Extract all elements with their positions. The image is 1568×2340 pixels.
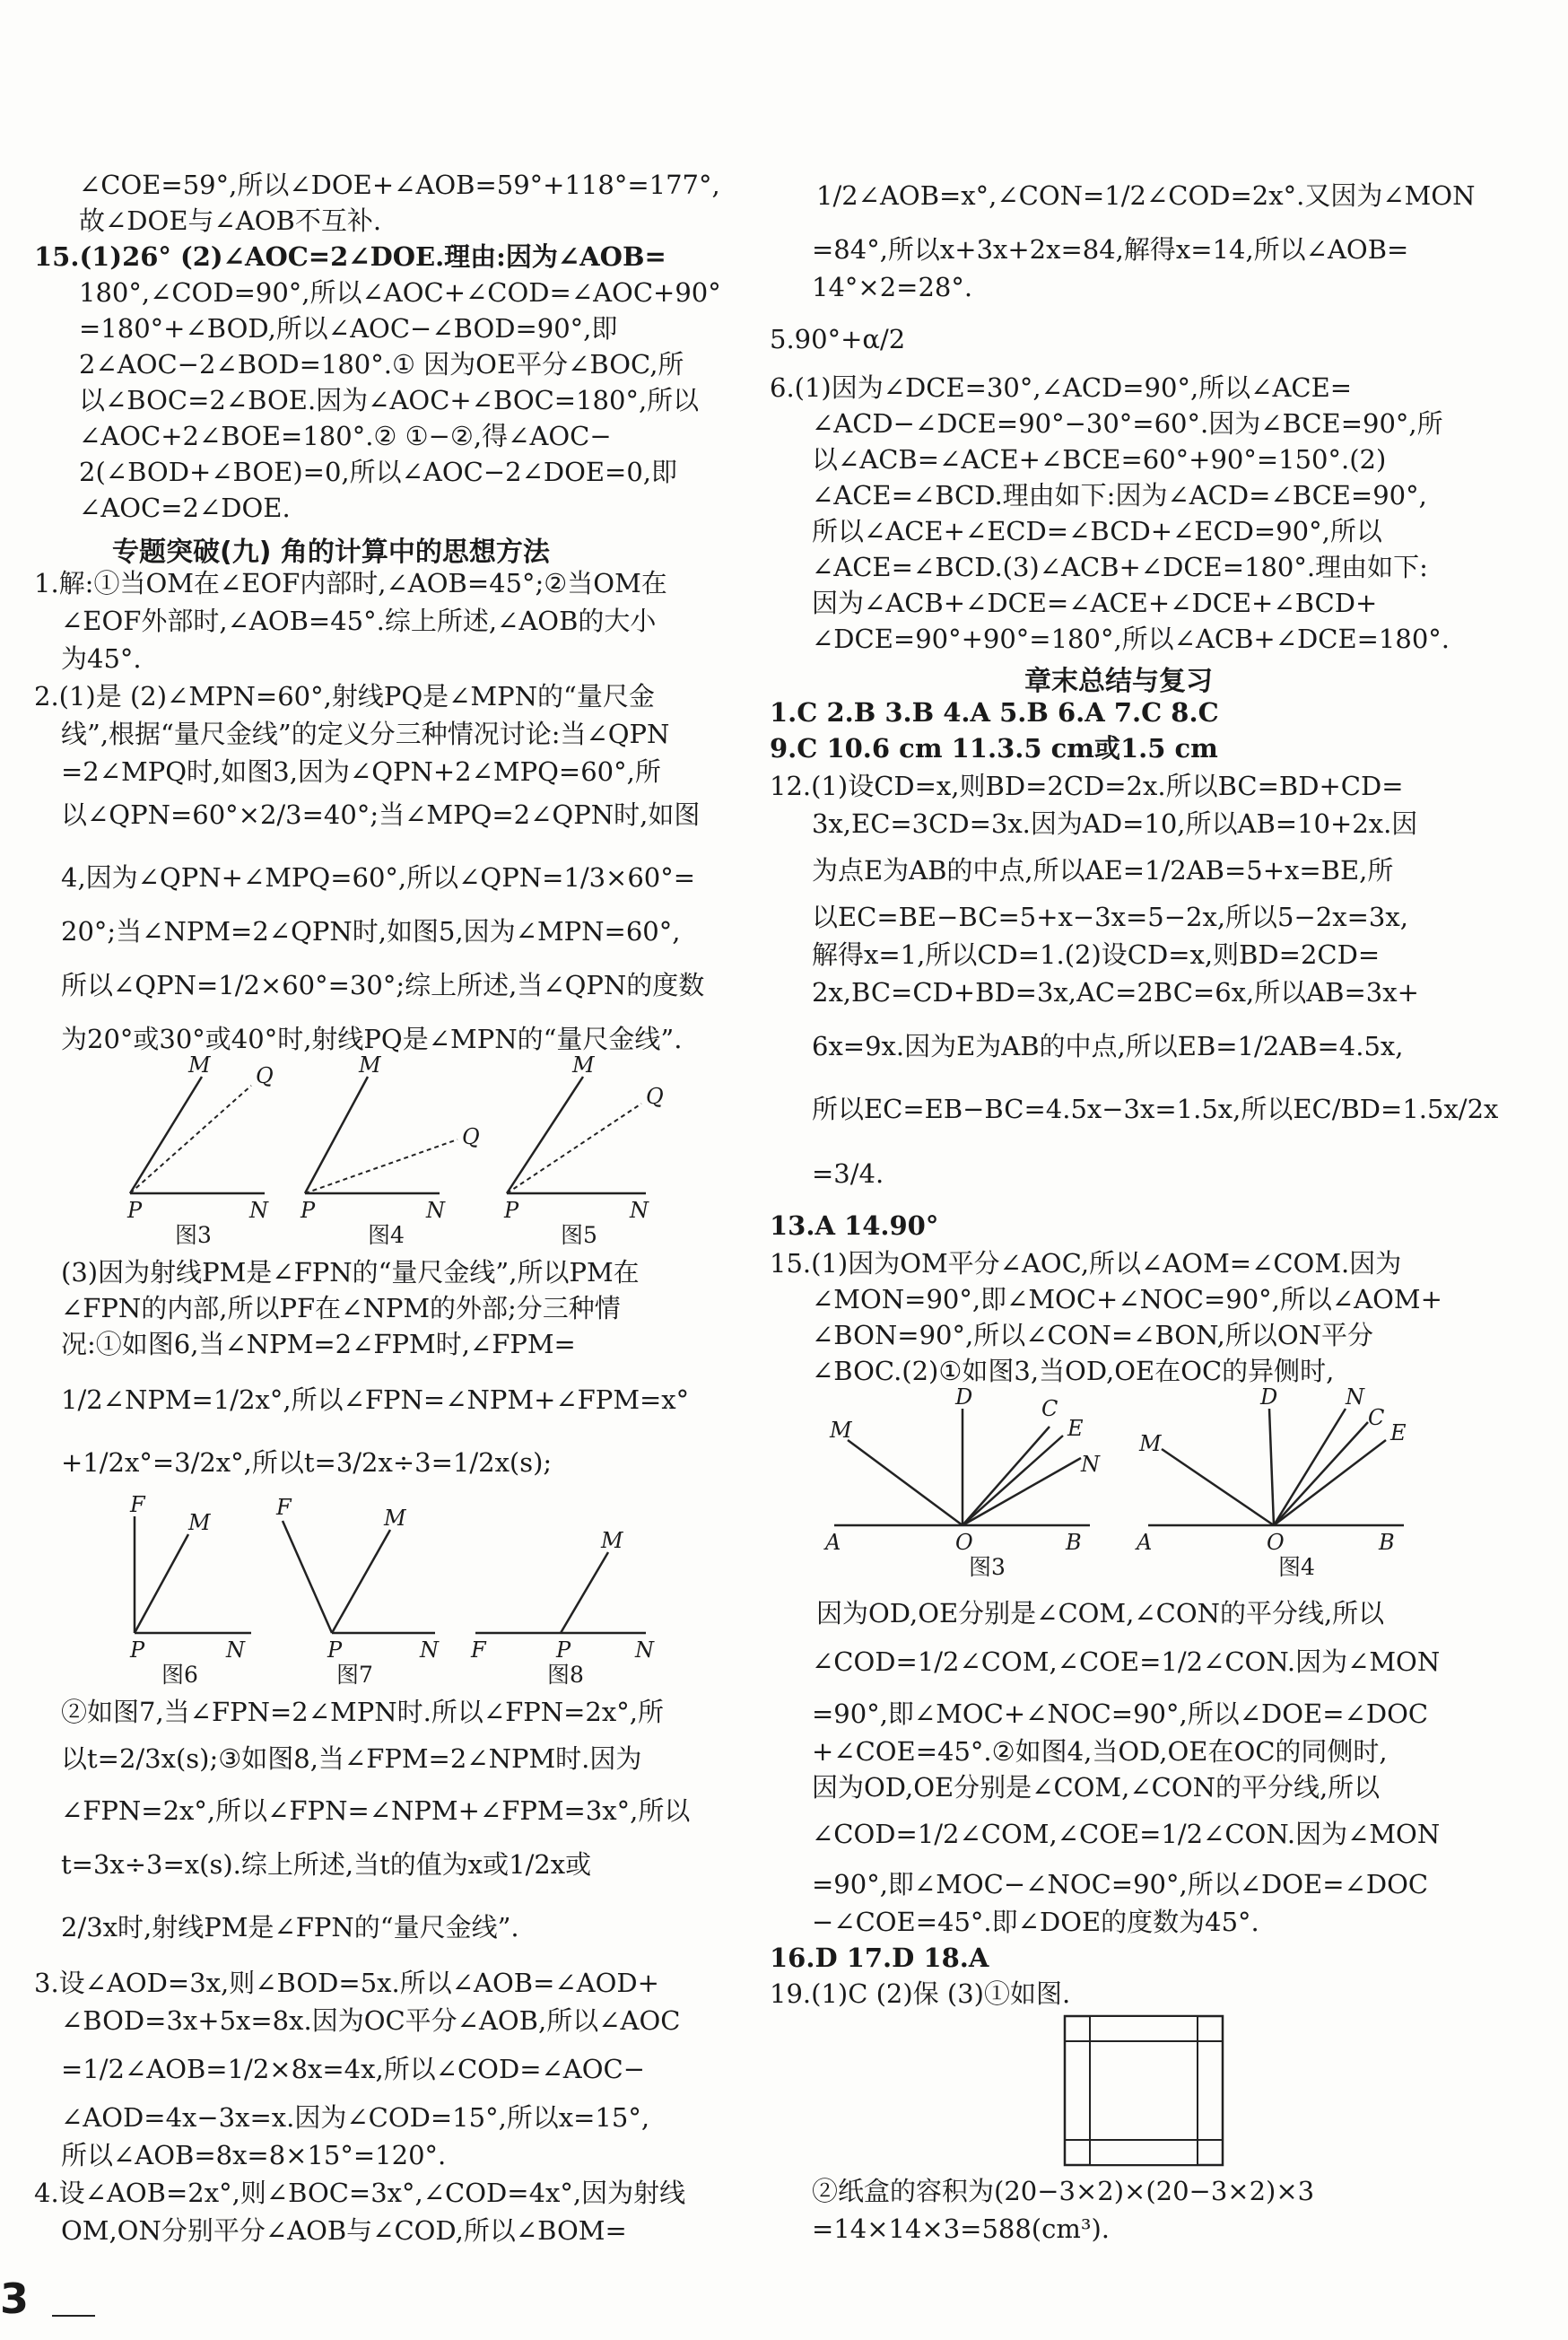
text-line: ∠FPN的内部,所以PF在∠NPM的外部;分三种情 bbox=[61, 1293, 621, 1323]
svg-text:M: M bbox=[188, 1510, 211, 1535]
svg-text:M: M bbox=[188, 1054, 211, 1078]
page-number-rule bbox=[52, 2315, 95, 2317]
svg-text:M: M bbox=[572, 1054, 595, 1078]
text-line: −∠COE=45°.即∠DOE的度数为45°. bbox=[812, 1907, 1259, 1937]
question-6: 6.(1)因为∠DCE=30°,∠ACD=90°,所以∠ACE= bbox=[770, 372, 1353, 403]
figure-5 bbox=[503, 1054, 664, 1247]
text-line: 20°;当∠NPM=2∠QPN时,如图5,因为∠MPN=60°, bbox=[61, 916, 681, 947]
text-line: =14×14×3=588(cm³). bbox=[812, 2213, 1111, 2244]
text-line: 所以∠AOB=8x=8×15°=120°. bbox=[61, 2140, 447, 2170]
text-line: =2∠MPQ时,如图3,因为∠QPN+2∠MPQ=60°,所 bbox=[61, 756, 661, 787]
text-line: 因为OD,OE分别是∠COM,∠CON的平分线,所以 bbox=[816, 1598, 1385, 1628]
section-heading-topic-9: 专题突破(九) 角的计算中的思想方法 bbox=[112, 537, 550, 568]
text-line: 6x=9x.因为E为AB的中点,所以EB=1/2AB=4.5x, bbox=[812, 1031, 1404, 1061]
text-line: ∠DCE=90°+90°=180°,所以∠ACB+∠DCE=180°. bbox=[812, 624, 1450, 654]
svg-text:P: P bbox=[130, 1637, 145, 1663]
text-line: 1/2∠NPM=1/2x°,所以∠FPN=∠NPM+∠FPM=x° bbox=[61, 1384, 690, 1415]
text-line: 14°×2=28°. bbox=[812, 272, 973, 302]
svg-text:D: D bbox=[1260, 1384, 1278, 1410]
text-line: ∠COE=59°,所以∠DOE+∠AOB=59°+118°=177°, bbox=[79, 170, 720, 200]
text-line: ∠EOF外部时,∠AOB=45°.综上所述,∠AOB的大小 bbox=[61, 606, 657, 636]
text-line: 以∠ACB=∠ACE+∠BCE=60°+90°=150°.(2) bbox=[812, 444, 1387, 475]
text-line: ∠ACE=∠BCD.理由如下:因为∠ACD=∠BCE=90°, bbox=[812, 480, 1427, 511]
text-line: 1/2∠AOB=x°,∠CON=1/2∠COD=2x°.又因为∠MON bbox=[816, 180, 1476, 211]
text-line: =84°,所以x+3x+2x=84,解得x=14,所以∠AOB= bbox=[812, 234, 1409, 265]
text-line: 为点E为AB的中点,所以AE=1/2AB=5+x=BE,所 bbox=[812, 855, 1394, 886]
text-line: 所以∠QPN=1/2×60°=30°;综上所述,当∠QPN的度数 bbox=[61, 970, 705, 1000]
svg-text:C: C bbox=[1041, 1396, 1058, 1421]
text-line: ∠AOC+2∠BOE=180°.② ①−②,得∠AOC− bbox=[79, 421, 612, 451]
text-line: 为45°. bbox=[61, 643, 142, 674]
figure-3-right bbox=[823, 1384, 1101, 1580]
text-line: ∠COD=1/2∠COM,∠COE=1/2∠CON.因为∠MON bbox=[812, 1646, 1441, 1677]
text-line: =90°,即∠MOC+∠NOC=90°,所以∠DOE=∠DOC bbox=[812, 1698, 1429, 1729]
text-line: ∠MON=90°,即∠MOC+∠NOC=90°,所以∠AOM+ bbox=[812, 1284, 1442, 1314]
svg-text:N: N bbox=[1081, 1452, 1100, 1477]
svg-text:N: N bbox=[226, 1637, 245, 1663]
text-line: ∠ACD−∠DCE=90°−30°=60°.因为∠BCE=90°,所 bbox=[812, 408, 1443, 439]
text-line: 故∠DOE与∠AOB不互补. bbox=[79, 205, 382, 236]
svg-text:B: B bbox=[1379, 1530, 1395, 1555]
svg-text:M: M bbox=[1139, 1431, 1162, 1456]
svg-text:A: A bbox=[1137, 1530, 1153, 1555]
text-line: ∠FPN=2x°,所以∠FPN=∠NPM+∠FPM=3x°,所以 bbox=[61, 1795, 691, 1826]
figures-3-4-5 bbox=[117, 1054, 673, 1247]
text-line: (3)因为射线PM是∠FPN的“量尺金线”,所以PM在 bbox=[61, 1257, 640, 1288]
question-19: 19.(1)C (2)保 (3)①如图. bbox=[770, 1978, 1071, 2009]
svg-text:N: N bbox=[635, 1637, 654, 1663]
question-4: 4.设∠AOB=2x°,则∠BOC=3x°,∠COD=4x°,因为射线 bbox=[34, 2178, 686, 2208]
svg-text:E: E bbox=[1390, 1420, 1407, 1445]
svg-text:N: N bbox=[420, 1637, 439, 1663]
text-line: 所以EC=EB−BC=4.5x−3x=1.5x,所以EC/BD=1.5x/2x bbox=[812, 1094, 1499, 1124]
text-line: ∠BOC.(2)①如图3,当OD,OE在OC的异侧时, bbox=[812, 1356, 1335, 1386]
text-line: 因为OD,OE分别是∠COM,∠CON的平分线,所以 bbox=[812, 1772, 1381, 1803]
text-line: 因为∠ACB+∠DCE=∠ACE+∠DCE+∠BCD+ bbox=[812, 588, 1378, 618]
text-line: =1/2∠AOB=1/2×8x=4x,所以∠COD=∠AOC− bbox=[61, 2054, 646, 2084]
svg-text:Q: Q bbox=[256, 1063, 274, 1088]
text-line: 以EC=BE−BC=5+x−3x=5−2x,所以5−2x=3x, bbox=[812, 902, 1408, 932]
figure-caption: 图3 bbox=[175, 1222, 212, 1247]
text-line: =3/4. bbox=[812, 1158, 884, 1189]
svg-text:O: O bbox=[955, 1530, 973, 1555]
text-line: 以∠QPN=60°×2/3=40°;当∠MPQ=2∠QPN时,如图 bbox=[61, 799, 701, 830]
svg-text:P: P bbox=[504, 1198, 519, 1223]
figure-4 bbox=[300, 1054, 480, 1247]
svg-text:A: A bbox=[825, 1530, 841, 1555]
text-line: t=3x÷3=x(s).综上所述,当t的值为x或1/2x或 bbox=[61, 1849, 592, 1880]
svg-text:F: F bbox=[471, 1637, 486, 1663]
text-line: ∠BON=90°,所以∠CON=∠BON,所以ON平分 bbox=[812, 1320, 1373, 1350]
text-line: ②如图7,当∠FPN=2∠MPN时.所以∠FPN=2x°,所 bbox=[61, 1697, 664, 1727]
text-line: 解得x=1,所以CD=1.(2)设CD=x,则BD=2CD= bbox=[812, 939, 1381, 970]
text-line: ②纸盒的容积为(20−3×2)×(20−3×2)×3 bbox=[812, 2176, 1315, 2206]
svg-text:N: N bbox=[249, 1198, 268, 1223]
svg-text:Q: Q bbox=[462, 1124, 480, 1149]
text-line: ∠COD=1/2∠COM,∠COE=1/2∠CON.因为∠MON bbox=[812, 1819, 1441, 1849]
figure-caption: 图5 bbox=[561, 1222, 597, 1247]
text-line: 2(∠BOD+∠BOE)=0,所以∠AOC−2∠DOE=0,即 bbox=[79, 457, 678, 487]
figure-caption: 图6 bbox=[161, 1662, 198, 1688]
text-line: 以∠BOC=2∠BOE.因为∠AOC+∠BOC=180°,所以 bbox=[79, 385, 700, 415]
question-15: 15.(1)因为OM平分∠AOC,所以∠AOM=∠COM.因为 bbox=[770, 1248, 1402, 1279]
svg-text:F: F bbox=[276, 1495, 292, 1520]
svg-text:M: M bbox=[384, 1506, 406, 1531]
section-heading-chapter-review: 章末总结与复习 bbox=[1024, 666, 1213, 697]
answers-16-18: 16.D 17.D 18.A bbox=[770, 1943, 989, 1973]
answers-13-14: 13.A 14.90° bbox=[770, 1210, 939, 1241]
text-line: 2x,BC=CD+BD=3x,AC=2BC=6x,所以AB=3x+ bbox=[812, 977, 1419, 1008]
figure-caption: 图4 bbox=[368, 1222, 405, 1247]
answers-1-8: 1.C 2.B 3.B 4.A 5.B 6.A 7.C 8.C bbox=[770, 697, 1219, 728]
svg-text:D: D bbox=[955, 1384, 973, 1410]
text-line: 为20°或30°或40°时,射线PQ是∠MPN的“量尺金线”. bbox=[61, 1024, 683, 1054]
svg-text:P: P bbox=[327, 1637, 343, 1663]
svg-text:P: P bbox=[127, 1198, 143, 1223]
figure-6 bbox=[129, 1492, 251, 1688]
text-line: 线”,根据“量尺金线”的定义分三种情况讨论:当∠QPN bbox=[61, 719, 670, 749]
figure-8 bbox=[470, 1528, 655, 1688]
figures-6-7-8 bbox=[117, 1489, 673, 1696]
text-line: 2∠AOC−2∠BOD=180°.① 因为OE平分∠BOC,所 bbox=[79, 349, 684, 380]
svg-text:F: F bbox=[130, 1492, 145, 1517]
svg-text:M: M bbox=[359, 1054, 381, 1078]
text-line: 以t=2/3x(s);③如图8,当∠FPM=2∠NPM时.因为 bbox=[61, 1743, 642, 1774]
figures-right-3-4 bbox=[821, 1382, 1440, 1588]
text-line: 所以∠ACE+∠ECD=∠BCD+∠ECD=90°,所以 bbox=[812, 516, 1382, 546]
svg-text:P: P bbox=[556, 1637, 571, 1663]
text-line: +∠COE=45°.②如图4,当OD,OE在OC的同侧时, bbox=[812, 1736, 1388, 1767]
question-15: 15.(1)26° (2)∠AOC=2∠DOE.理由:因为∠AOB= bbox=[34, 241, 666, 272]
figure-caption: 图7 bbox=[336, 1662, 373, 1688]
text-line: =180°+∠BOD,所以∠AOC−∠BOD=90°,即 bbox=[79, 313, 618, 344]
text-line: ∠AOC=2∠DOE. bbox=[79, 493, 291, 523]
svg-text:P: P bbox=[301, 1198, 316, 1223]
text-line: +1/2x°=3/2x°,所以t=3/2x÷3=1/2x(s); bbox=[61, 1447, 553, 1478]
figure-3 bbox=[126, 1054, 274, 1247]
text-line: 4,因为∠QPN+∠MPQ=60°,所以∠QPN=1/3×60°= bbox=[61, 862, 696, 893]
figure-caption: 图8 bbox=[547, 1662, 584, 1688]
text-line: 2/3x时,射线PM是∠FPN的“量尺金线”. bbox=[61, 1912, 519, 1943]
text-line: =90°,即∠MOC−∠NOC=90°,所以∠DOE=∠DOC bbox=[812, 1869, 1429, 1899]
box-net-figure bbox=[1063, 2014, 1224, 2167]
svg-text:Q: Q bbox=[646, 1084, 664, 1109]
svg-text:N: N bbox=[630, 1198, 649, 1223]
text-line: ∠BOD=3x+5x=8x.因为OC平分∠AOB,所以∠AOC bbox=[61, 2005, 681, 2036]
svg-text:N: N bbox=[426, 1198, 445, 1223]
svg-text:M: M bbox=[830, 1418, 852, 1443]
figure-caption: 图3 bbox=[969, 1554, 1006, 1580]
figure-caption: 图4 bbox=[1278, 1554, 1315, 1580]
page-number: 3 bbox=[0, 2275, 30, 2323]
question-5: 5.90°+α/2 bbox=[770, 324, 906, 354]
svg-text:O: O bbox=[1267, 1530, 1285, 1555]
answers-9-11: 9.C 10.6 cm 11.3.5 cm或1.5 cm bbox=[770, 733, 1218, 764]
question-2: 2.(1)是 (2)∠MPN=60°,射线PQ是∠MPN的“量尺金 bbox=[34, 681, 655, 712]
svg-text:B: B bbox=[1066, 1530, 1082, 1555]
svg-text:C: C bbox=[1368, 1405, 1385, 1430]
svg-text:E: E bbox=[1067, 1416, 1084, 1441]
text-line: 况:①如图6,当∠NPM=2∠FPM时,∠FPM= bbox=[61, 1329, 576, 1359]
svg-text:N: N bbox=[1346, 1384, 1364, 1410]
text-line: 3x,EC=3CD=3x.因为AD=10,所以AB=10+2x.因 bbox=[812, 808, 1418, 839]
text-line: OM,ON分别平分∠AOB与∠COD,所以∠BOM= bbox=[61, 2215, 627, 2246]
question-3: 3.设∠AOD=3x,则∠BOD=5x.所以∠AOB=∠AOD+ bbox=[34, 1968, 659, 1998]
figure-4-right bbox=[1135, 1384, 1407, 1580]
text-line: ∠ACE=∠BCD.(3)∠ACB+∠DCE=180°.理由如下: bbox=[812, 552, 1428, 582]
figure-7 bbox=[275, 1495, 440, 1688]
question-1: 1.解:①当OM在∠EOF内部时,∠AOB=45°;②当OM在 bbox=[34, 568, 667, 598]
text-line: ∠AOD=4x−3x=x.因为∠COD=15°,所以x=15°, bbox=[61, 2102, 650, 2133]
svg-text:M: M bbox=[601, 1528, 623, 1553]
question-12: 12.(1)设CD=x,则BD=2CD=2x.所以BC=BD+CD= bbox=[770, 771, 1404, 801]
text-line: 180°,∠COD=90°,所以∠AOC+∠COD=∠AOC+90° bbox=[79, 277, 721, 308]
